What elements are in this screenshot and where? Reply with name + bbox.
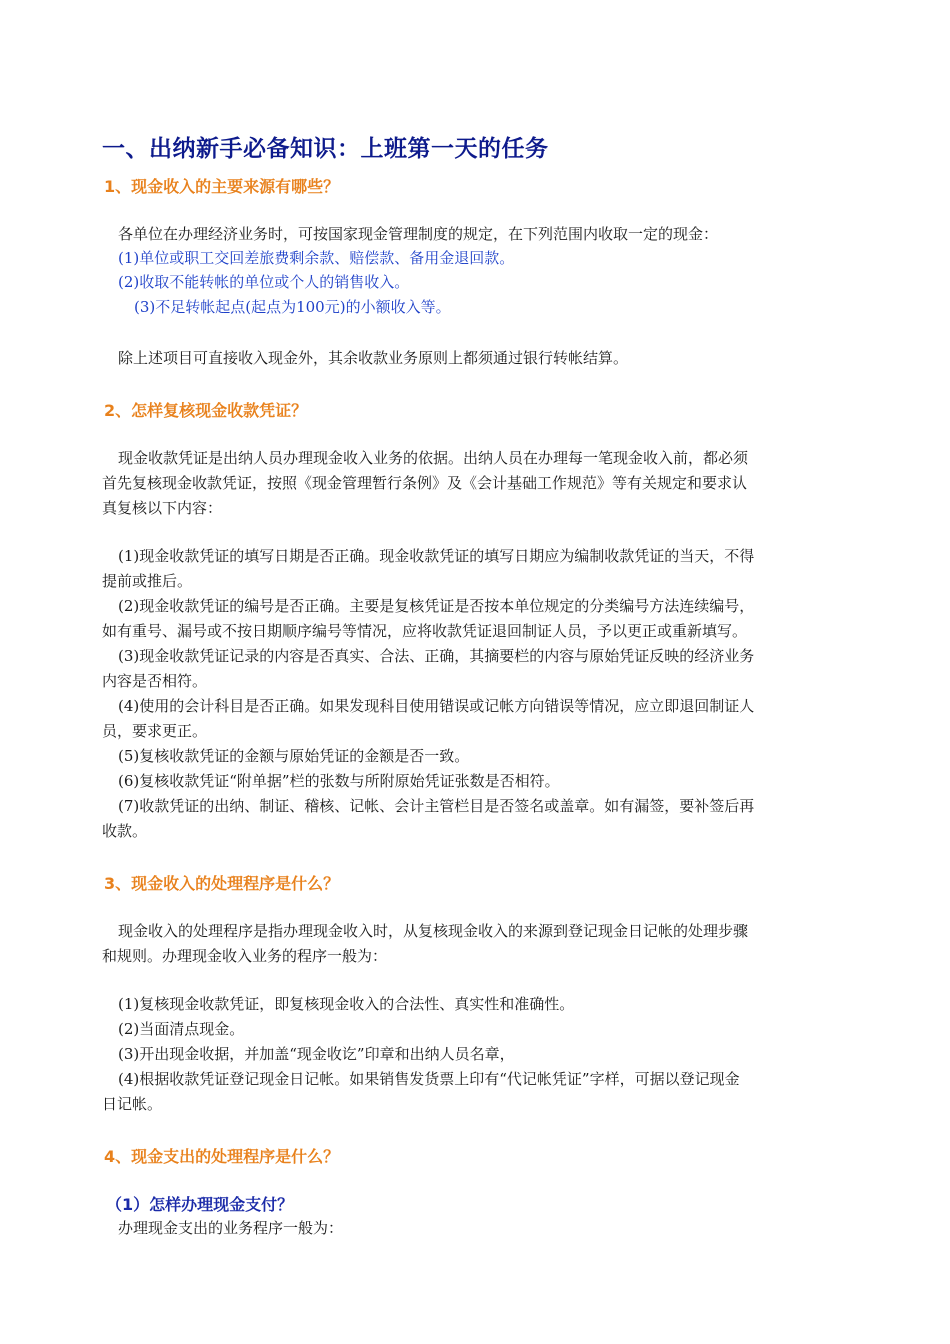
s4-paragraph: 办理现金支出的业务程序一般为： [118, 1219, 344, 1237]
s2-item-line: (3)现金收款凭证记录的内容是否真实、合法、正确，其摘要栏的内容与原始凭证反映的经济业务 [118, 647, 755, 665]
s1-item: (1)单位或职工交回差旅费剩余款、赔偿款、备用金退回款。 [118, 249, 515, 267]
s1-item: (2)收取不能转帐的单位或个人的销售收入。 [118, 273, 410, 291]
page-title: 一、出纳新手必备知识：上班第一天的任务 [102, 136, 549, 162]
section-1-heading: 1、现金收入的主要来源有哪些？ [104, 177, 340, 196]
s3-intro-line: 和规则。办理现金收入业务的程序一般为： [102, 947, 388, 965]
s2-item-line: (7)收款凭证的出纳、制证、稽核、记帐、会计主管栏目是否签名或盖章。如有漏签，要补签后再 [118, 797, 755, 815]
s2-item-line: 如有重号、漏号或不按日期顺序编号等情况，应将收款凭证退回制证人员，予以更正或重新填写。 [102, 622, 748, 640]
s2-item-line: 内容是否相符。 [102, 672, 208, 690]
s1-item: (3)不足转帐起点(起点为100元)的小额收入等。 [134, 298, 451, 316]
s3-item-line: (3)开出现金收据，并加盖“现金收讫”印章和出纳人员名章， [118, 1045, 515, 1063]
s2-item-line: (2)现金收款凭证的编号是否正确。主要是复核凭证是否按本单位规定的分类编号方法连续编号， [118, 597, 755, 615]
s1-paragraph: 各单位在办理经济业务时，可按国家现金管理制度的规定，在下列范围内收取一定的现金： [118, 225, 719, 243]
s3-item-line: (4)根据收款凭证登记现金日记帐。如果销售发货票上印有“代记帐凭证”字样，可据以登记现金 [118, 1070, 740, 1088]
s2-item-line: (5)复核收款凭证的金额与原始凭证的金额是否一致。 [118, 747, 470, 765]
section-4-1-heading: （1）怎样办理现金支付？ [106, 1195, 294, 1214]
section-4-heading: 4、现金支出的处理程序是什么？ [104, 1147, 340, 1166]
s2-intro-line: 首先复核现金收款凭证，按照《现金管理暂行条例》及《会计基础工作规范》等有关规定和要求认 [102, 474, 748, 492]
s1-paragraph: 除上述项目可直接收入现金外，其余收款业务原则上都须通过银行转帐结算。 [118, 349, 629, 367]
s2-item-line: 员，要求更正。 [102, 722, 208, 740]
s2-item-line: (1)现金收款凭证的填写日期是否正确。现金收款凭证的填写日期应为编制收款凭证的当天，不得 [118, 547, 755, 565]
s2-item-line: (6)复核收款凭证“附单据”栏的张数与所附原始凭证张数是否相符。 [118, 772, 560, 790]
s2-item-line: 收款。 [102, 822, 148, 840]
s2-item-line: 提前或推后。 [102, 572, 193, 590]
s3-item-line: 日记帐。 [102, 1095, 163, 1113]
s3-intro-line: 现金收入的处理程序是指办理现金收入时，从复核现金收入的来源到登记现金日记帐的处理步骤 [118, 922, 749, 940]
s2-item-line: (4)使用的会计科目是否正确。如果发现科目使用错误或记帐方向错误等情况，应立即退回制证人 [118, 697, 755, 715]
s2-intro-line: 真复核以下内容： [102, 499, 223, 517]
s3-item-line: (2)当面清点现金。 [118, 1020, 245, 1038]
section-2-heading: 2、怎样复核现金收款凭证？ [104, 401, 308, 420]
s3-item-line: (1)复核现金收款凭证，即复核现金收入的合法性、真实性和准确性。 [118, 995, 575, 1013]
section-3-heading: 3、现金收入的处理程序是什么？ [104, 874, 340, 893]
s2-intro-line: 现金收款凭证是出纳人员办理现金收入业务的依据。出纳人员在办理每一笔现金收入前，都必须 [118, 449, 749, 467]
